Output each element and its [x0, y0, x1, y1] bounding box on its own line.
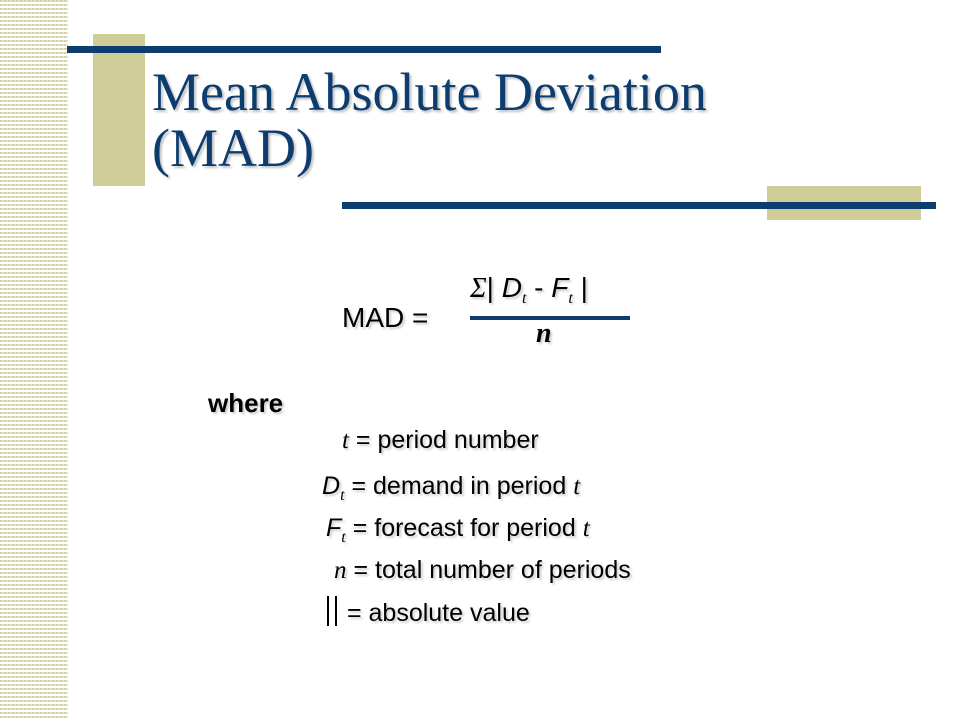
abs-description: absolute value	[368, 599, 530, 627]
subscript-t: t	[341, 529, 346, 546]
equals-sign: =	[355, 426, 371, 454]
title-rule-top	[67, 46, 661, 53]
abs-bar-right: |	[580, 272, 588, 303]
D-description: demand in period	[373, 472, 567, 500]
abs-bar-left-icon	[327, 596, 329, 626]
demand-symbol: D	[501, 272, 522, 303]
decorative-stripe-bar	[0, 0, 68, 720]
n-description: total number of periods	[375, 556, 631, 584]
title-line-1: Mean Absolute Deviation	[152, 62, 707, 122]
abs-bar-left: |	[486, 272, 494, 303]
definition-f	[326, 514, 590, 547]
forecast-symbol: F	[551, 272, 569, 303]
formula-numerator	[470, 272, 588, 308]
sigma-symbol: Σ	[470, 273, 487, 304]
F-description: forecast for period	[374, 514, 576, 542]
F-symbol: F	[326, 514, 342, 542]
subscript-t: t	[340, 487, 345, 504]
subscript-t: t	[568, 290, 573, 307]
definition-t	[342, 426, 539, 455]
equals-sign: =	[352, 514, 368, 542]
D-symbol: D	[322, 472, 341, 500]
minus-sign: -	[534, 272, 544, 303]
equals-sign: =	[351, 472, 367, 500]
formula-denominator: n	[536, 318, 552, 349]
where-label: where	[208, 388, 284, 418]
t-symbol: t	[342, 427, 349, 454]
title-rule-bottom	[342, 202, 936, 209]
subscript-t: t	[521, 290, 527, 307]
definition-abs	[324, 596, 530, 628]
slide-title	[152, 64, 792, 176]
abs-bar-right-icon	[335, 596, 337, 626]
title-line-2: (MAD)	[152, 118, 314, 178]
t-description: period number	[377, 426, 539, 454]
equals-sign: =	[353, 556, 369, 584]
decorative-square	[93, 34, 145, 186]
definition-n	[334, 556, 631, 585]
t-symbol: t	[573, 473, 581, 500]
formula-lhs: MAD =	[342, 302, 429, 333]
definition-d	[322, 472, 580, 505]
t-symbol: t	[582, 515, 590, 542]
n-symbol: n	[334, 557, 347, 584]
equals-sign: =	[346, 599, 362, 627]
